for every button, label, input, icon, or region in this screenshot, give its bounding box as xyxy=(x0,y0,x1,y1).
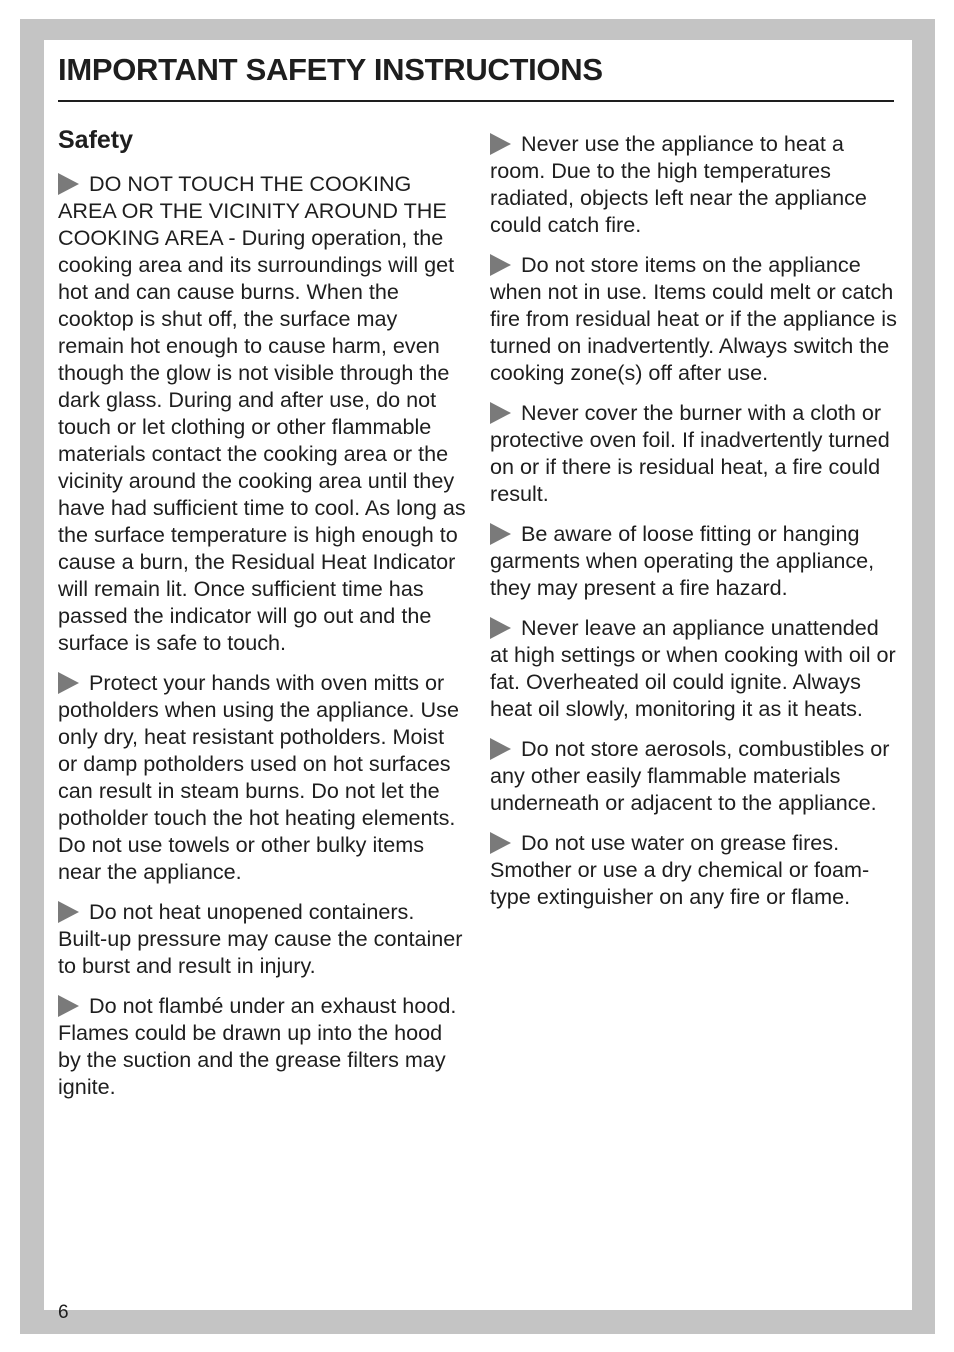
right-column xyxy=(490,120,900,923)
triangle-right-icon xyxy=(490,523,511,545)
safety-item-text: Do not store aerosols, combustibles or any other easily flammable materials underneath or adjacent to the appliance. xyxy=(490,736,890,815)
safety-item-text: Do not heat unopened containers. Built-up pressure may cause the container to burst and result in injury. xyxy=(58,899,463,978)
safety-item xyxy=(58,898,466,979)
safety-item xyxy=(490,130,900,238)
safety-item-text: Do not use water on grease fires. Smother or use a dry chemical or foam-type extinguisher on any fire or flame. xyxy=(490,830,870,909)
safety-item-text: Protect your hands with oven mitts or potholders when using the appliance. Use only dry, heat resistant potholders. Moist or damp potholders used on hot surfaces can result in steam burns. Do not let the potholder touch the hot heating elements. Do not use towels or other bulky items near the appliance. xyxy=(58,670,459,884)
left-column xyxy=(58,120,468,1113)
page-number: 6 xyxy=(58,1302,69,1323)
triangle-right-icon xyxy=(490,402,511,424)
safety-item xyxy=(490,251,900,386)
safety-item xyxy=(58,669,466,885)
triangle-right-icon xyxy=(490,133,511,155)
safety-item-text: Do not flambé under an exhaust hood. Flames could be drawn up into the hood by the suction and the grease filters may ignite. xyxy=(58,993,457,1099)
safety-item xyxy=(58,170,466,656)
page-header xyxy=(58,50,894,102)
triangle-right-icon xyxy=(58,173,79,195)
safety-item xyxy=(58,992,466,1100)
safety-item xyxy=(490,399,900,507)
triangle-right-icon xyxy=(58,901,79,923)
triangle-right-icon xyxy=(58,672,79,694)
safety-item-text: Never cover the burner with a cloth or protective oven foil. If inadvertently turned on or if there is residual heat, a fire could result. xyxy=(490,400,890,506)
triangle-right-icon xyxy=(490,617,511,639)
safety-item xyxy=(490,520,900,601)
safety-item-text: Do not store items on the appliance when not in use. Items could melt or catch fire from residual heat or if the appliance is turned on inadvertently. Always switch the cooking zone(s) off after use. xyxy=(490,252,897,385)
safety-item xyxy=(490,829,900,910)
page-title: IMPORTANT SAFETY INSTRUCTIONS xyxy=(58,52,603,87)
triangle-right-icon xyxy=(490,254,511,276)
safety-item-text: Never leave an appliance unattended at high settings or when cooking with oil or fat. Overheated oil could ignite. Always heat oil slowly, monitoring it as it heats. xyxy=(490,615,896,721)
triangle-right-icon xyxy=(490,832,511,854)
triangle-right-icon xyxy=(490,738,511,760)
safety-item xyxy=(490,614,900,722)
safety-item-text: DO NOT TOUCH THE COOKING AREA OR THE VICINITY AROUND THE COOKING AREA - During operation, the cooking area and its surroundings will get hot and can cause burns. When the cooktop is shut off, the surface may remain hot enough to cause harm, even though the glow is not visible through the dark glass. During and after use, do not touch or let clothing or other flammable materials contact the cooking area or the vicinity around the cooking area until they have had sufficient time to cool. As long as the surface temperature is high enough to cause a burn, the Residual Heat Indicator will remain lit. Once sufficient time has passed the indicator will go out and the surface is safe to touch. xyxy=(58,171,466,655)
triangle-right-icon xyxy=(58,995,79,1017)
section-heading: Safety xyxy=(58,126,134,154)
safety-item xyxy=(490,735,900,816)
safety-item-text: Never use the appliance to heat a room. Due to the high temperatures radiated, objects left near the appliance could catch fire. xyxy=(490,131,867,237)
safety-item-text: Be aware of loose fitting or hanging garments when operating the appliance, they may present a fire hazard. xyxy=(490,521,875,600)
